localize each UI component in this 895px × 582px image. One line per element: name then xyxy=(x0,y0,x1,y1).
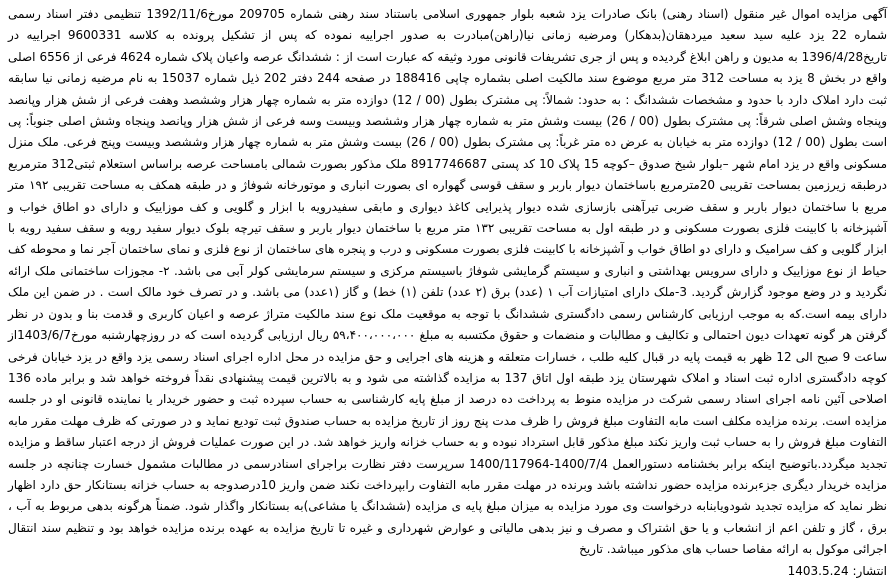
publication-date: انتشار: 1403.5.24 xyxy=(787,563,887,578)
notice-body-text: آگهی مزایده اموال غیر منقول (اسناد رهنی) بانک صادرات یزد شعبه بلوار جمهوری اسلامی باستناد سند رهنی شماره 209705 مورخ1392/11/6 تنظیمی دفتر اسناد رسمی شماره 22 یزد علیه سید سعید میردهقان(بدهکار) ومرضیه زمانی نیا(راهن)مبادرت به صدور اجراییه نموده که پس از تشکیل پرونده به کلاسه 9600331 اجراییه در تاریخ1396/4/28 به مدیون و راهن ابلاغ گردیده و پس از جری تشریفات قانونی مورد وثیقه که عبارت است از : ششدانگ عرصه واعیان پلاک شماره 4624 فرعی از 6556 اصلی واقع در بخش 8 یزد به مساحت 312 متر مربع موضوع سند مالکیت اصلی بشماره چاپی 188416 در صفحه 244 دفتر 202 ذیل شماره 15037 به نام مرضیه زمانی نیا سابقه ثبت دارد املاک دارد با حدود و مشخصات ششدانگ : به حدود: شمالاً: پی مشترک بطول (00 / 12) دوازده متر به شماره چهار هزار وششصد وهفت فرعی از شش هزار وپانصد وپنجاه وشش اصلی شرقاً: پی مشترک بطول (00 / 26) بیست وشش متر به شماره چهار هزار وششصد وبیست وسه فرعی از شش هزار وپانصد وپنجاه وشش اصلی جنوباً: پی است بطول (00 / 12) دوازده متر به خیابان به عرض ده متر غرباً: پی مشترک بطول (00 / 26) بیست وشش متر به شماره چهار هزار وششصد وبیست وپنج فرعی. ملک منزل مسکونی واقع در یزد امام شهر –بلوار شیخ صدوق –کوچه 15 پلاک 10 کد پستی 8917746687 ملک مذکور بصورت شمالی بامساحت عرصه براساس استعلام ثبتی312 مترمربع درطبقه زیرزمین بمساحت تقریبی 20مترمربع باساختمان دیوار باربر و سقف قوسی گهواره ای بصورت انباری و موتورخانه شوفاژ و در طبقه همکف به مساحت تقریبی ۱۹۲ متر مربع با ساختمان دیوار باربر و سقف ضربی تیرآهنی بازسازی شده دیوار پذیرایی کاغذ دیواری و مابقی سفیدرویه با ابزار و گلویی و کف موزاییک و دارای دو اطاق خواب و آشپزخانه با کابینت فلزی بصورت مسکونی و در طبقه اول به مساحت تقریبی ۱۳۲ متر مربع با ساختمان دیوار باربر و سقف تیرچه بلوک دیوار سفید رویه و سقف سفید رویه با ابزار گلویی و کف سرامیک و دارای دو اطاق خواب و آشپزخانه با کابینت فلزی بصورت مسکونی و درب و پنجره های ساختمان از نوع فلزی و نمای ساختمان آجر نما و محوطه کف حیاط از نوع موزاییک و دارای سرویس بهداشتی و انباری و سیستم گرمایشی شوفاژ باسیستم مرکزی و سیستم سرمایشی کولر آبی می باشد. ۲- مجوزات ساختمانی ملک ارائه نگردید و در وضع موجود گزارش گردید. 3-ملک دارای امتیازات آب ۱ (عدد) برق (۲ عدد) تلفن (۱) خط) و گاز (۱عدد) می باشد. و در تصرف خود مالک است . در ضمن این ملک دارای بیمه است.که به موجب ارزیابی کارشناس رسمی دادگستری ششدانگ با توجه به موقعیت ملک نوع سند مالکیت متراژ عرصه و اعیان کاربری و قدمت بنا و بدون در نظر گرفتن هر گونه تعهدات دیون احتمالی و تکالیف و مطالبات و منضمات و حقوق مکتسبه به مبلغ ۵۹،۴۰۰،۰۰۰،۰۰۰ ریال ارزیابی گردیده است که در روزچهارشنبه مورخ1403/6/7از ساعت 9 صبح الی 12 ظهر به قیمت پایه در قبال کلیه طلب ، خسارات متعلقه و هزینه های اجرایی و حق مزایده در محل اداره اجرای اسناد رسمی یزد واقع در یزد خیابان فرخی کوچه دادگستری اداره ثبت اسناد و املاک شهرستان یزد طبقه اول اتاق 137 به مزایده گذاشته می شود و به بالاترین قیمت پیشنهادی نقداً فروخته خواهد شد و برابر ماده 136 اصلاحی آئین نامه اجرای اسناد رسمی شرکت در مزایده منوط به پرداخت ده درصد از مبلغ پایه کارشناسی به حساب سپرده ثبت و حضور خریدار یا نماینده قانونی او در جلسه مزایده است. برنده مزایده مکلف است مابه التفاوت مبلغ فروش را ظرف مدت پنج روز از تاریخ مزایده به حساب صندوق ثبت تودیع نماید و در صورتی که ظرف مهلت مقرر مابه التفاوت مبلغ فروش را به حساب ثبت واریز نکند مبلغ مذکور قابل استرداد نبوده و به حساب خزانه واریز خواهد شد. در این صورت عملیات فروش از درجه اعتبار ساقط و مزایده تجدید میگردد.باتوضیح اینکه برابر بخشنامه دستورالعمل 1400/7/4-1400/117964 سرپرست دفتر نظارت براجرای اسنادرسمی در مطالبات مشمول خسارت چنانچه در جلسه مزایده خریدار دیگری جزءبرنده مزایده حضور نداشته باشد وبرنده در مهلت مقرر مابه التفاوت رابپرداخت نکند ضمن واریز 10درصدوجه به حساب خزانه بستانکار حق دارد اظهار نظر نماید که مزایده تجدید شودویابنابه درخواست وی مورد مزایده به میزان مبلغ پایه ی مزایده (ششدانگ یا مشاعی)به بستانکار واگذار شود. ضمناً هرگونه بدهی مربوط به آب ، برق ، گاز و تلفن اعم از انشعاب و یا حق اشتراک و مصرف و نیز بدهی مالیاتی و عوارض شهرداری و غیره تا تاریخ مزایده به عهده برنده مزایده خواهد بود و تنظیم سند انتقال اجرائی موکول به ارائه مفاصا حساب های مذکور میباشد. تاریخ xyxy=(8,7,888,557)
